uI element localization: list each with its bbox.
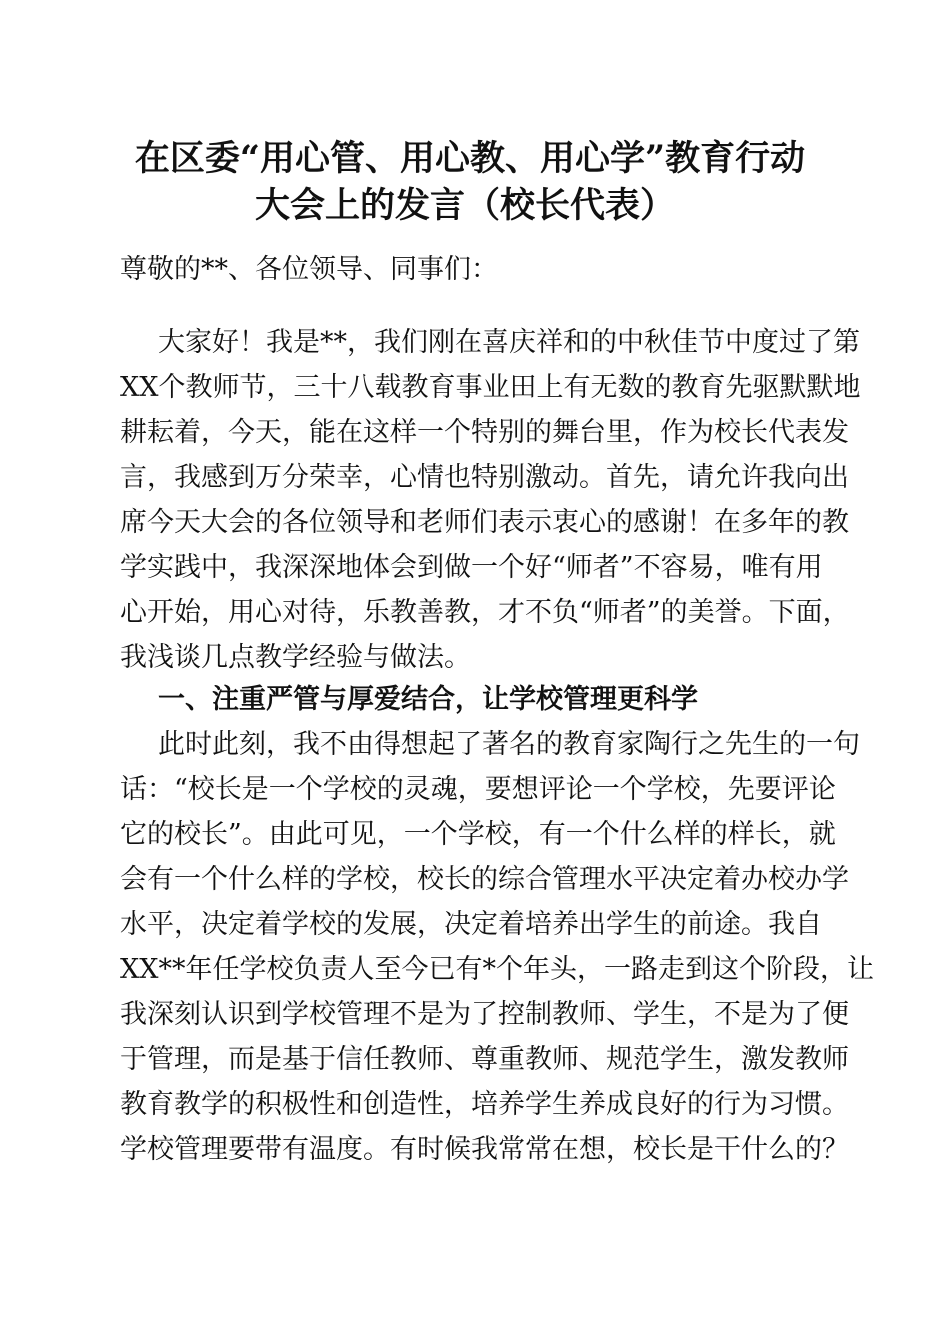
salutation: 尊敬的**、各位领导、同事们：: [120, 254, 498, 285]
text-line: 此时此刻，我不由得想起了著名的教育家陶行之先生的一句: [158, 729, 860, 760]
text-line: 我深刻认识到学校管理不是为了控制教师、学生，不是为了便: [120, 999, 849, 1030]
text-line: 心开始，用心对待，乐教善教，才不负“师者”的美誉。下面，: [120, 597, 850, 628]
text-line: 水平，决定着学校的发展，决定着培养出学生的前途。我自: [120, 909, 822, 940]
text-line: 学实践中，我深深地体会到做一个好“师者”不容易，唯有用: [120, 552, 823, 583]
text-line: 于管理，而是基于信任教师、尊重教师、规范学生，激发教师: [120, 1044, 849, 1075]
text-line: 我浅谈几点教学经验与做法。: [120, 642, 471, 673]
document-title-line-1: 在区委“用心管、用心教、用心学”教育行动: [134, 138, 806, 179]
section-heading-1: 一、注重严管与厚爱结合，让学校管理更科学: [158, 684, 698, 715]
text-line: 大家好！我是**，我们刚在喜庆祥和的中秋佳节中度过了第: [158, 327, 860, 358]
text-line: 会有一个什么样的学校，校长的综合管理水平决定着办校办学: [120, 864, 849, 895]
text-line: 教育教学的积极性和创造性，培养学生养成良好的行为习惯。: [120, 1089, 849, 1120]
text-line: 话：“校长是一个学校的灵魂，要想评论一个学校，先要评论: [120, 774, 836, 805]
text-line: 耕耘着，今天，能在这样一个特别的舞台里，作为校长代表发: [120, 417, 849, 448]
document-title-line-2: 大会上的发言（校长代表）: [254, 185, 675, 226]
text-line: 它的校长”。由此可见，一个学校，有一个什么样的样长，就: [120, 819, 836, 850]
text-line: 席今天大会的各位领导和老师们表示衷心的感谢！在多年的教: [120, 507, 849, 538]
text-line: XX**年任学校负责人至今已有*个年头，一路走到这个阶段，让: [120, 954, 874, 985]
text-line: 学校管理要带有温度。有时候我常常在想，校长是干什么的？: [120, 1134, 849, 1165]
text-line: XX个教师节，三十八载教育事业田上有无数的教育先驱默默地: [120, 372, 861, 403]
text-line: 言，我感到万分荣幸，心情也特别激动。首先，请允许我向出: [120, 462, 849, 493]
